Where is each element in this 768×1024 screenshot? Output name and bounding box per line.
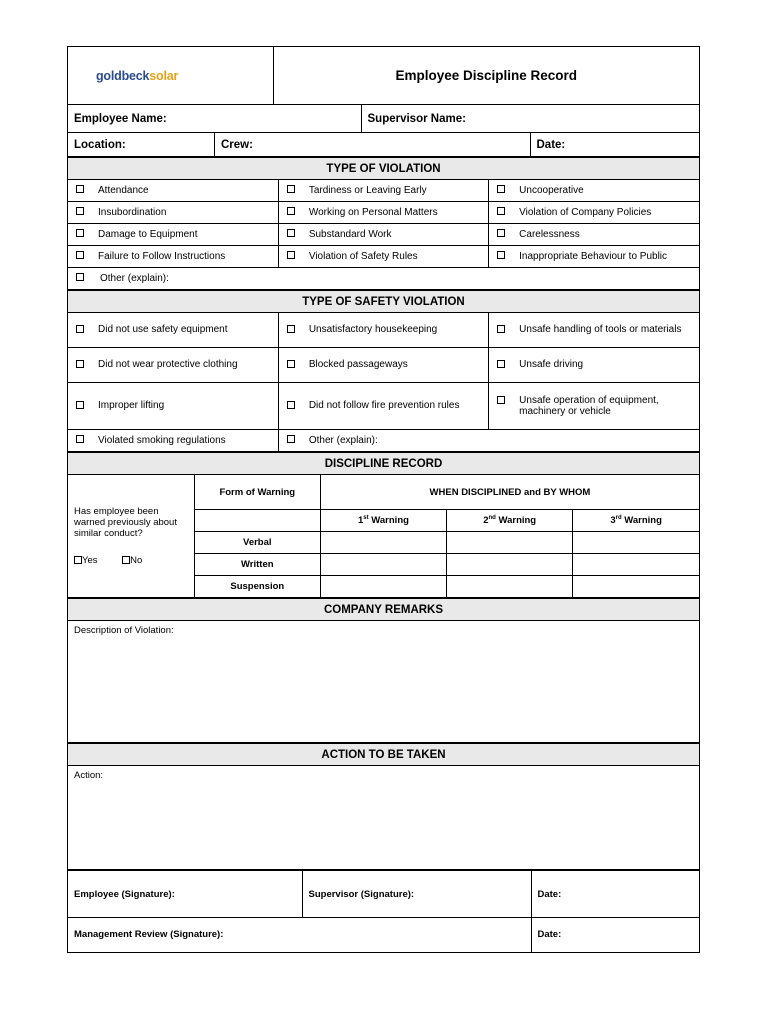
safety-option[interactable]: Unsafe handling of tools or materials	[489, 313, 699, 348]
verbal-label: Verbal	[194, 532, 320, 554]
safety-option[interactable]: Did not use safety equipment	[68, 313, 278, 348]
written-first-cell[interactable]	[320, 554, 446, 576]
checkbox-icon[interactable]	[287, 360, 295, 368]
violation-option[interactable]: Substandard Work	[278, 224, 488, 246]
checkbox-icon[interactable]	[76, 229, 84, 237]
checkbox-icon[interactable]	[76, 325, 84, 333]
location-field[interactable]: Location:	[68, 133, 215, 157]
safety-option[interactable]: Unsafe driving	[489, 348, 699, 383]
info-section	[68, 104, 699, 157]
violation-option[interactable]: Violation of Company Policies	[489, 202, 699, 224]
checkbox-icon[interactable]	[76, 401, 84, 409]
second-warning-header: 2nd Warning	[447, 510, 573, 532]
checkbox-icon[interactable]	[76, 435, 84, 443]
blank-cell	[194, 510, 320, 532]
checkbox-icon[interactable]	[287, 251, 295, 259]
violation-option[interactable]: Uncooperative	[489, 180, 699, 202]
suspension-second-cell[interactable]	[447, 576, 573, 598]
written-label: Written	[194, 554, 320, 576]
checkbox-icon[interactable]	[76, 207, 84, 215]
suspension-label: Suspension	[194, 576, 320, 598]
safety-option[interactable]: Did not follow fire prevention rules	[278, 383, 488, 430]
warned-previously-cell	[68, 475, 194, 598]
safety-option[interactable]: Unsatisfactory housekeeping	[278, 313, 488, 348]
date-field[interactable]: Date:	[530, 133, 699, 157]
action-section	[68, 743, 699, 870]
safety-option[interactable]: Unsafe operation of equipment, machinery or vehicle	[489, 383, 699, 430]
safety-option[interactable]: Improper lifting	[68, 383, 278, 430]
verbal-third-cell[interactable]	[573, 532, 699, 554]
crew-field[interactable]: Crew:	[215, 133, 531, 157]
signature-date-field[interactable]: Date:	[531, 871, 699, 918]
no-checkbox[interactable]	[122, 556, 130, 564]
safety-option[interactable]: Violated smoking regulations	[68, 430, 278, 452]
safety-section	[68, 290, 699, 452]
violation-option[interactable]: Failure to Follow Instructions	[68, 246, 278, 268]
verbal-first-cell[interactable]	[320, 532, 446, 554]
checkbox-icon[interactable]	[497, 185, 505, 193]
page-title: Employee Discipline Record	[395, 68, 578, 83]
checkbox-icon[interactable]	[497, 229, 505, 237]
suspension-first-cell[interactable]	[320, 576, 446, 598]
action-field[interactable]: Action:	[68, 766, 699, 870]
checkbox-icon[interactable]	[287, 401, 295, 409]
first-warning-header: 1st Warning	[320, 510, 446, 532]
checkbox-icon[interactable]	[76, 360, 84, 368]
verbal-second-cell[interactable]	[447, 532, 573, 554]
checkbox-icon[interactable]	[76, 185, 84, 193]
remarks-heading: COMPANY REMARKS	[68, 599, 699, 621]
form-of-warning-header: Form of Warning	[194, 475, 320, 510]
violation-other[interactable]: Other (explain):	[68, 268, 699, 290]
management-date-field[interactable]: Date:	[531, 918, 699, 952]
checkbox-icon[interactable]	[287, 435, 295, 443]
safety-option[interactable]: Blocked passageways	[278, 348, 488, 383]
description-field[interactable]: Description of Violation:	[68, 621, 699, 743]
violation-option[interactable]: Carelessness	[489, 224, 699, 246]
violation-option[interactable]: Damage to Equipment	[68, 224, 278, 246]
discipline-form	[67, 46, 700, 953]
yes-no-options: Yes No	[74, 555, 188, 566]
employee-signature-field[interactable]: Employee (Signature):	[68, 871, 302, 918]
employee-name-field[interactable]: Employee Name:	[68, 105, 361, 133]
suspension-third-cell[interactable]	[573, 576, 699, 598]
violation-section	[68, 157, 699, 290]
discipline-section	[68, 452, 699, 598]
discipline-heading: DISCIPLINE RECORD	[68, 453, 699, 475]
checkbox-icon[interactable]	[287, 185, 295, 193]
checkbox-icon[interactable]	[497, 325, 505, 333]
logo-cell	[68, 47, 273, 104]
warned-question: Has employee been warned previously about similar conduct?	[74, 506, 177, 539]
checkbox-icon[interactable]	[497, 251, 505, 259]
checkbox-icon[interactable]	[287, 229, 295, 237]
remarks-section	[68, 598, 699, 743]
violation-option[interactable]: Violation of Safety Rules	[278, 246, 488, 268]
action-heading: ACTION TO BE TAKEN	[68, 744, 699, 766]
management-signature-field[interactable]: Management Review (Signature):	[68, 918, 531, 952]
checkbox-icon[interactable]	[76, 273, 84, 281]
violation-heading: TYPE OF VIOLATION	[68, 158, 699, 180]
violation-option[interactable]: Working on Personal Matters	[278, 202, 488, 224]
written-third-cell[interactable]	[573, 554, 699, 576]
checkbox-icon[interactable]	[497, 360, 505, 368]
violation-option[interactable]: Tardiness or Leaving Early	[278, 180, 488, 202]
safety-option[interactable]: Did not wear protective clothing	[68, 348, 278, 383]
supervisor-name-field[interactable]: Supervisor Name:	[361, 105, 699, 133]
checkbox-icon[interactable]	[497, 207, 505, 215]
checkbox-icon[interactable]	[287, 207, 295, 215]
checkbox-icon[interactable]	[497, 396, 505, 404]
company-logo: goldbecksolar	[96, 68, 179, 83]
supervisor-signature-field[interactable]: Supervisor (Signature):	[302, 871, 531, 918]
violation-option[interactable]: Insubordination	[68, 202, 278, 224]
form-header	[68, 47, 699, 104]
violation-option[interactable]: Inappropriate Behaviour to Public	[489, 246, 699, 268]
checkbox-icon[interactable]	[287, 325, 295, 333]
checkbox-icon[interactable]	[76, 251, 84, 259]
written-second-cell[interactable]	[447, 554, 573, 576]
third-warning-header: 3rd Warning	[573, 510, 699, 532]
when-disciplined-header: WHEN DISCIPLINED and BY WHOM	[320, 475, 699, 510]
signature-section	[68, 870, 699, 952]
violation-option[interactable]: Attendance	[68, 180, 278, 202]
yes-checkbox[interactable]	[74, 556, 82, 564]
safety-option[interactable]: Other (explain):	[278, 430, 699, 452]
safety-heading: TYPE OF SAFETY VIOLATION	[68, 291, 699, 313]
